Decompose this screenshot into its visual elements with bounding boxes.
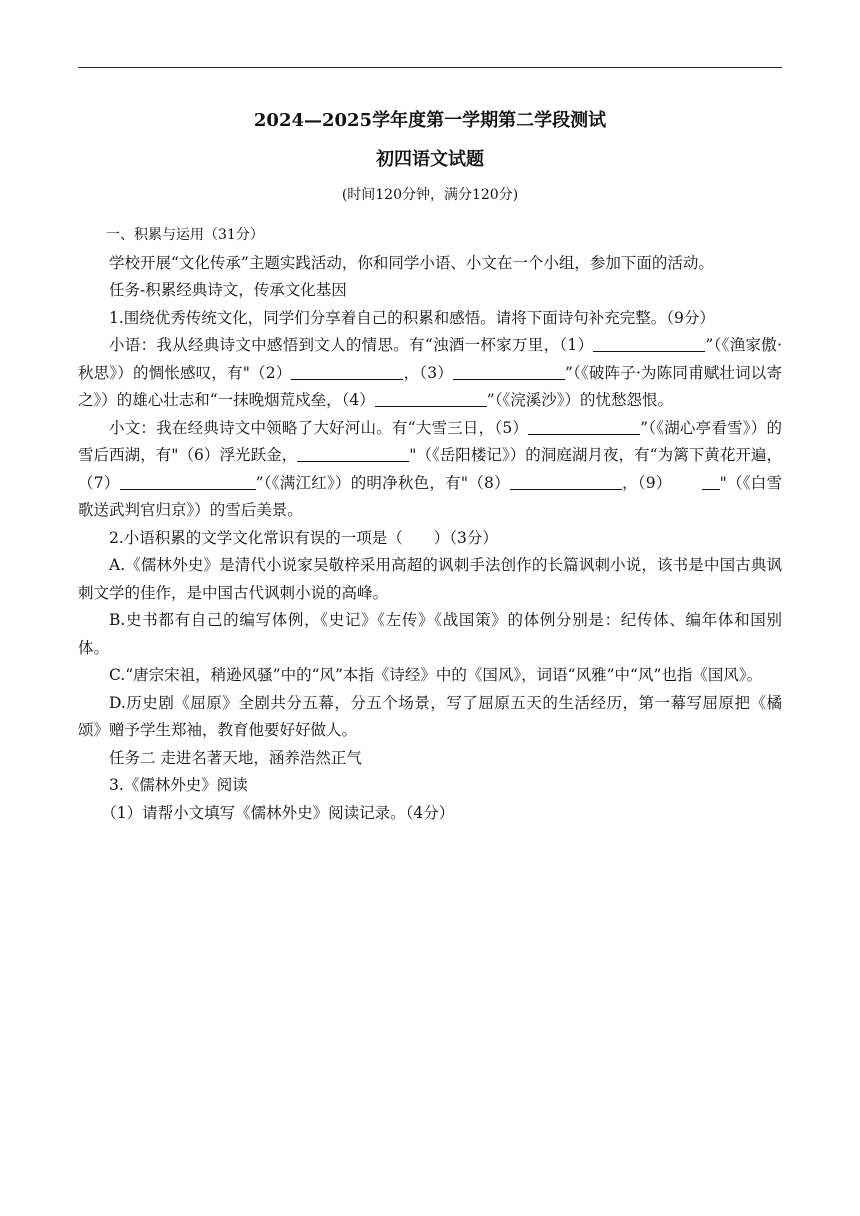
answer-blank-8[interactable] bbox=[510, 473, 622, 490]
exam-subtitle: 初四语文试题 bbox=[376, 149, 484, 170]
answer-blank-4[interactable] bbox=[375, 390, 487, 407]
answer-blank-5[interactable] bbox=[528, 418, 640, 435]
question-3-stem: 3.《儒林外史》阅读 bbox=[109, 776, 248, 794]
exam-content bbox=[78, 222, 782, 827]
exam-time-note: (时间120分钟，满分120分) bbox=[341, 187, 519, 203]
answer-blank-6[interactable] bbox=[297, 445, 409, 462]
header-rule bbox=[78, 67, 782, 68]
question-2-option-c: C.“唐宗宋祖，稍逊风骚”中的“风”本指《诗经》中的《国风》，词语“风雅”中“风”也指《国风》。 bbox=[109, 666, 763, 684]
answer-blank-3[interactable] bbox=[453, 363, 565, 380]
question-2-option-a: A.《儒林外史》是清代小说家吴敬梓采用高超的讽刺手法创作的长篇讽刺小说，该书是中国古典讽刺文学的佳作，是中国古代讽刺小说的高峰。 bbox=[78, 556, 782, 602]
question-1-xiaoyu: 小语：我从经典诗文中感悟到文人的情思。有“浊酒一杯家万里，（1） ”（《渔家傲·秋思》）的惆怅感叹，有"（2） ，（3） ”（《破阵子·为陈同甫赋壮词以寄之》）的雄心壮志和“一抹晚烟荒戍垒，（4） ”（《浣溪沙》）的忧愁怨恨。 bbox=[78, 336, 782, 409]
task-two-heading: 任务二 走进名著天地，涵养浩然正气 bbox=[109, 748, 362, 767]
task-one-heading: 任务-积累经典诗文，传承文化基因 bbox=[109, 281, 347, 299]
exam-title: 2024—2025学年度第一学期第二学段测试 bbox=[253, 110, 607, 131]
question-2-option-b: B.史书都有自己的编写体例，《史记》《左传》《战国策》的体例分别是：纪传体、编年体和国别体。 bbox=[78, 611, 782, 657]
section-intro: 学校开展“文化传承”主题实践活动，你和同学小语、小文在一个小组，参加下面的活动。 bbox=[109, 253, 714, 272]
answer-blank-1[interactable] bbox=[593, 335, 705, 352]
answer-blank-7[interactable] bbox=[120, 473, 256, 490]
question-3-part-1: （1）请帮小文填写《儒林外史》阅读记录。（4分） bbox=[101, 803, 455, 822]
question-1-xiaowen: 小文：我在经典诗文中领略了大好河山。有“大雪三日，（5） ”（《湖心亭看雪》）的雪后西湖，有"（6）浮光跃金， "（《岳阳楼记》）的洞庭湖月夜，有“为篱下黄花开遍，（7） ”（《满江红》）的明净秋色，有"（8） ，（9） "（《白雪歌送武判官归京》）的雪后美景。 bbox=[78, 418, 782, 519]
question-1-stem: 1.围绕优秀传统文化，同学们分享着自己的积累和感悟。请将下面诗句补充完整。（9分） bbox=[109, 308, 715, 327]
question-2-stem: 2.小语积累的文学文化常识有误的一项是（ ）（3分） bbox=[109, 528, 498, 547]
answer-blank-9[interactable] bbox=[702, 473, 720, 490]
answer-blank-2[interactable] bbox=[291, 363, 403, 380]
question-2-option-d: D.历史剧《屈原》全剧共分五幕，分五个场景，写了屈原五天的生活经历，第一幕写屈原把《橘颂》赠予学生郑袖，教育他要好好做人。 bbox=[78, 693, 782, 739]
section-heading: 一、积累与运用（31分） bbox=[106, 227, 264, 243]
